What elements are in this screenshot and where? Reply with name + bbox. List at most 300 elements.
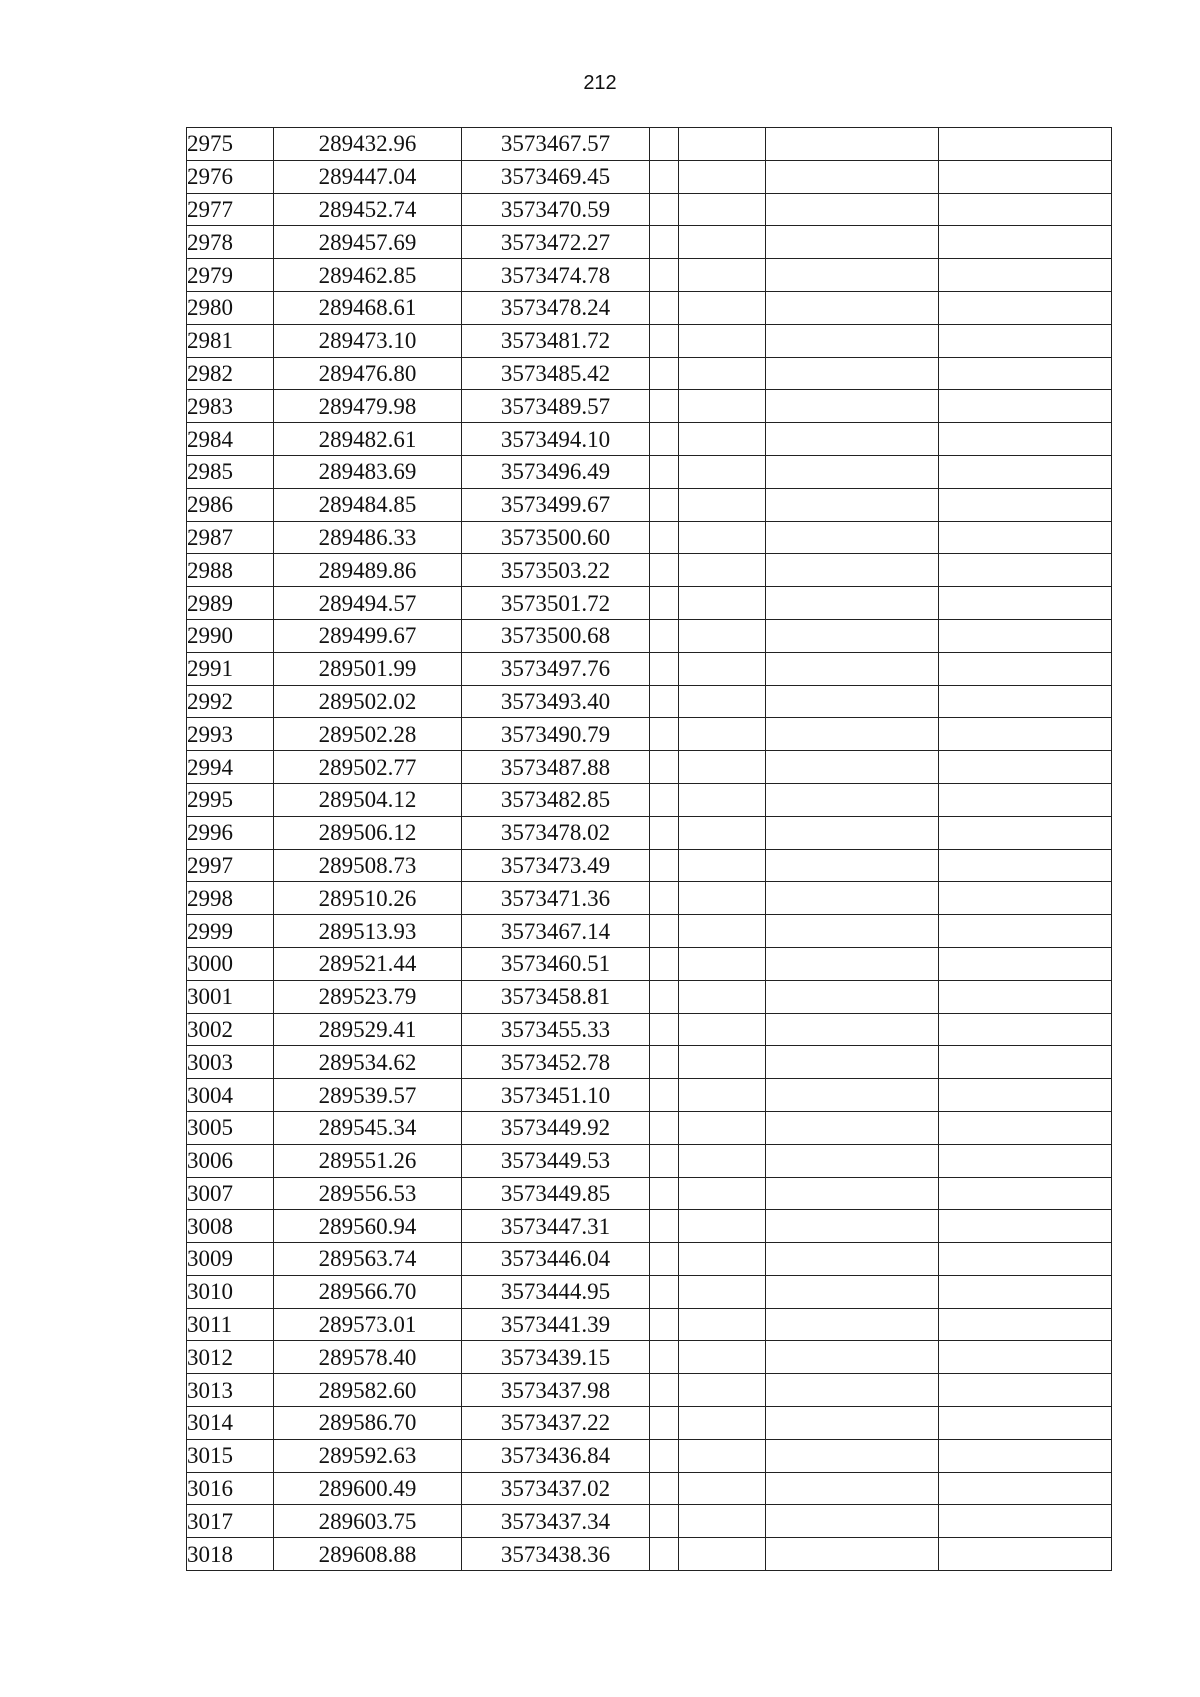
x-coordinate-cell: 289513.93 <box>274 915 462 948</box>
empty-cell <box>650 882 679 915</box>
empty-cell <box>679 357 766 390</box>
y-coordinate-cell: 3573494.10 <box>462 423 650 456</box>
empty-cell <box>766 226 939 259</box>
x-coordinate-cell: 289563.74 <box>274 1243 462 1276</box>
empty-cell <box>650 718 679 751</box>
table-row <box>187 1374 1112 1407</box>
point-id-cell: 3003 <box>187 1046 274 1079</box>
empty-cell <box>766 947 939 980</box>
empty-cell <box>939 1210 1112 1243</box>
table-row <box>187 1111 1112 1144</box>
empty-cell <box>939 783 1112 816</box>
x-coordinate-cell: 289578.40 <box>274 1341 462 1374</box>
empty-cell <box>766 1505 939 1538</box>
empty-cell <box>650 1439 679 1472</box>
y-coordinate-cell: 3573437.98 <box>462 1374 650 1407</box>
empty-cell <box>679 947 766 980</box>
point-id-cell: 3009 <box>187 1243 274 1276</box>
y-coordinate-cell: 3573490.79 <box>462 718 650 751</box>
y-coordinate-cell: 3573478.02 <box>462 816 650 849</box>
empty-cell <box>679 1111 766 1144</box>
empty-cell <box>650 947 679 980</box>
x-coordinate-cell: 289468.61 <box>274 291 462 324</box>
x-coordinate-cell: 289506.12 <box>274 816 462 849</box>
empty-cell <box>939 226 1112 259</box>
table-row <box>187 1046 1112 1079</box>
empty-cell <box>939 390 1112 423</box>
x-coordinate-cell: 289529.41 <box>274 1013 462 1046</box>
empty-cell <box>650 751 679 784</box>
empty-cell <box>766 128 939 161</box>
empty-cell <box>679 291 766 324</box>
empty-cell <box>939 718 1112 751</box>
y-coordinate-cell: 3573478.24 <box>462 291 650 324</box>
empty-cell <box>939 423 1112 456</box>
x-coordinate-cell: 289508.73 <box>274 849 462 882</box>
point-id-cell: 2987 <box>187 521 274 554</box>
point-id-cell: 3002 <box>187 1013 274 1046</box>
point-id-cell: 2994 <box>187 751 274 784</box>
point-id-cell: 3005 <box>187 1111 274 1144</box>
empty-cell <box>650 619 679 652</box>
empty-cell <box>650 1308 679 1341</box>
point-id-cell: 3007 <box>187 1177 274 1210</box>
empty-cell <box>679 1013 766 1046</box>
y-coordinate-cell: 3573472.27 <box>462 226 650 259</box>
point-id-cell: 2986 <box>187 488 274 521</box>
empty-cell <box>650 980 679 1013</box>
empty-cell <box>679 783 766 816</box>
y-coordinate-cell: 3573467.14 <box>462 915 650 948</box>
empty-cell <box>679 521 766 554</box>
empty-cell <box>650 259 679 292</box>
x-coordinate-cell: 289452.74 <box>274 193 462 226</box>
empty-cell <box>939 554 1112 587</box>
table-row <box>187 783 1112 816</box>
empty-cell <box>766 685 939 718</box>
table-row <box>187 357 1112 390</box>
empty-cell <box>766 882 939 915</box>
x-coordinate-cell: 289523.79 <box>274 980 462 1013</box>
empty-cell <box>939 652 1112 685</box>
coordinates-table <box>186 127 1112 1571</box>
y-coordinate-cell: 3573460.51 <box>462 947 650 980</box>
y-coordinate-cell: 3573474.78 <box>462 259 650 292</box>
x-coordinate-cell: 289501.99 <box>274 652 462 685</box>
empty-cell <box>679 1439 766 1472</box>
table-row <box>187 587 1112 620</box>
empty-cell <box>650 1472 679 1505</box>
point-id-cell: 2984 <box>187 423 274 456</box>
point-id-cell: 2997 <box>187 849 274 882</box>
empty-cell <box>766 1538 939 1571</box>
empty-cell <box>650 521 679 554</box>
point-id-cell: 2983 <box>187 390 274 423</box>
empty-cell <box>650 849 679 882</box>
y-coordinate-cell: 3573452.78 <box>462 1046 650 1079</box>
table-row <box>187 882 1112 915</box>
x-coordinate-cell: 289502.28 <box>274 718 462 751</box>
empty-cell <box>939 324 1112 357</box>
empty-cell <box>939 259 1112 292</box>
point-id-cell: 2998 <box>187 882 274 915</box>
y-coordinate-cell: 3573449.53 <box>462 1144 650 1177</box>
empty-cell <box>650 390 679 423</box>
y-coordinate-cell: 3573437.02 <box>462 1472 650 1505</box>
table-row <box>187 652 1112 685</box>
table-row <box>187 1013 1112 1046</box>
table-row <box>187 1472 1112 1505</box>
empty-cell <box>650 357 679 390</box>
empty-cell <box>766 783 939 816</box>
empty-cell <box>679 1505 766 1538</box>
empty-cell <box>679 1275 766 1308</box>
empty-cell <box>939 128 1112 161</box>
point-id-cell: 2979 <box>187 259 274 292</box>
x-coordinate-cell: 289462.85 <box>274 259 462 292</box>
empty-cell <box>939 1407 1112 1440</box>
y-coordinate-cell: 3573437.22 <box>462 1407 650 1440</box>
point-id-cell: 3010 <box>187 1275 274 1308</box>
point-id-cell: 3006 <box>187 1144 274 1177</box>
empty-cell <box>650 1505 679 1538</box>
empty-cell <box>679 1046 766 1079</box>
x-coordinate-cell: 289499.67 <box>274 619 462 652</box>
empty-cell <box>939 619 1112 652</box>
point-id-cell: 2990 <box>187 619 274 652</box>
empty-cell <box>939 291 1112 324</box>
empty-cell <box>766 423 939 456</box>
y-coordinate-cell: 3573446.04 <box>462 1243 650 1276</box>
y-coordinate-cell: 3573441.39 <box>462 1308 650 1341</box>
y-coordinate-cell: 3573473.49 <box>462 849 650 882</box>
empty-cell <box>766 1407 939 1440</box>
empty-cell <box>939 488 1112 521</box>
y-coordinate-cell: 3573482.85 <box>462 783 650 816</box>
table-row <box>187 259 1112 292</box>
empty-cell <box>939 1111 1112 1144</box>
point-id-cell: 2996 <box>187 816 274 849</box>
empty-cell <box>650 554 679 587</box>
table-row <box>187 980 1112 1013</box>
empty-cell <box>766 652 939 685</box>
empty-cell <box>650 226 679 259</box>
table-row <box>187 554 1112 587</box>
empty-cell <box>766 1472 939 1505</box>
empty-cell <box>766 1079 939 1112</box>
y-coordinate-cell: 3573500.60 <box>462 521 650 554</box>
empty-cell <box>650 324 679 357</box>
table-row <box>187 324 1112 357</box>
empty-cell <box>679 1308 766 1341</box>
table-row <box>187 1505 1112 1538</box>
empty-cell <box>939 521 1112 554</box>
x-coordinate-cell: 289504.12 <box>274 783 462 816</box>
empty-cell <box>939 1046 1112 1079</box>
table-row <box>187 1341 1112 1374</box>
point-id-cell: 2985 <box>187 455 274 488</box>
table-row <box>187 521 1112 554</box>
y-coordinate-cell: 3573493.40 <box>462 685 650 718</box>
empty-cell <box>939 685 1112 718</box>
x-coordinate-cell: 289476.80 <box>274 357 462 390</box>
y-coordinate-cell: 3573455.33 <box>462 1013 650 1046</box>
empty-cell <box>679 1472 766 1505</box>
y-coordinate-cell: 3573447.31 <box>462 1210 650 1243</box>
empty-cell <box>679 652 766 685</box>
empty-cell <box>650 291 679 324</box>
y-coordinate-cell: 3573499.67 <box>462 488 650 521</box>
empty-cell <box>679 816 766 849</box>
point-id-cell: 3012 <box>187 1341 274 1374</box>
empty-cell <box>939 1538 1112 1571</box>
x-coordinate-cell: 289534.62 <box>274 1046 462 1079</box>
table-row <box>187 160 1112 193</box>
empty-cell <box>679 915 766 948</box>
table-row <box>187 1079 1112 1112</box>
empty-cell <box>766 915 939 948</box>
y-coordinate-cell: 3573485.42 <box>462 357 650 390</box>
y-coordinate-cell: 3573469.45 <box>462 160 650 193</box>
table-row <box>187 128 1112 161</box>
table-row <box>187 1243 1112 1276</box>
table-row <box>187 291 1112 324</box>
empty-cell <box>650 1013 679 1046</box>
x-coordinate-cell: 289603.75 <box>274 1505 462 1538</box>
empty-cell <box>650 1079 679 1112</box>
table-row <box>187 947 1112 980</box>
empty-cell <box>766 488 939 521</box>
empty-cell <box>766 390 939 423</box>
empty-cell <box>679 324 766 357</box>
empty-cell <box>766 1275 939 1308</box>
table-row <box>187 849 1112 882</box>
empty-cell <box>679 1407 766 1440</box>
point-id-cell: 2977 <box>187 193 274 226</box>
empty-cell <box>766 357 939 390</box>
point-id-cell: 2981 <box>187 324 274 357</box>
table-row <box>187 488 1112 521</box>
empty-cell <box>939 882 1112 915</box>
empty-cell <box>679 226 766 259</box>
empty-cell <box>766 619 939 652</box>
empty-cell <box>650 1144 679 1177</box>
empty-cell <box>766 1144 939 1177</box>
empty-cell <box>766 1111 939 1144</box>
empty-cell <box>679 685 766 718</box>
table-row <box>187 718 1112 751</box>
y-coordinate-cell: 3573458.81 <box>462 980 650 1013</box>
table-row <box>187 423 1112 456</box>
table-row <box>187 1308 1112 1341</box>
empty-cell <box>679 128 766 161</box>
x-coordinate-cell: 289489.86 <box>274 554 462 587</box>
table-row <box>187 455 1112 488</box>
empty-cell <box>650 455 679 488</box>
x-coordinate-cell: 289457.69 <box>274 226 462 259</box>
empty-cell <box>679 1210 766 1243</box>
point-id-cell: 3000 <box>187 947 274 980</box>
empty-cell <box>939 1374 1112 1407</box>
point-id-cell: 3018 <box>187 1538 274 1571</box>
empty-cell <box>766 291 939 324</box>
point-id-cell: 2988 <box>187 554 274 587</box>
empty-cell <box>939 1013 1112 1046</box>
y-coordinate-cell: 3573470.59 <box>462 193 650 226</box>
empty-cell <box>766 751 939 784</box>
empty-cell <box>766 521 939 554</box>
empty-cell <box>650 1341 679 1374</box>
empty-cell <box>679 554 766 587</box>
empty-cell <box>939 1341 1112 1374</box>
y-coordinate-cell: 3573500.68 <box>462 619 650 652</box>
x-coordinate-cell: 289432.96 <box>274 128 462 161</box>
empty-cell <box>766 1013 939 1046</box>
empty-cell <box>939 160 1112 193</box>
table-row <box>187 1144 1112 1177</box>
empty-cell <box>939 587 1112 620</box>
point-id-cell: 2991 <box>187 652 274 685</box>
empty-cell <box>766 1210 939 1243</box>
x-coordinate-cell: 289502.02 <box>274 685 462 718</box>
x-coordinate-cell: 289600.49 <box>274 1472 462 1505</box>
empty-cell <box>679 751 766 784</box>
point-id-cell: 2975 <box>187 128 274 161</box>
empty-cell <box>679 488 766 521</box>
point-id-cell: 3017 <box>187 1505 274 1538</box>
y-coordinate-cell: 3573489.57 <box>462 390 650 423</box>
point-id-cell: 3011 <box>187 1308 274 1341</box>
x-coordinate-cell: 289486.33 <box>274 521 462 554</box>
empty-cell <box>679 1177 766 1210</box>
point-id-cell: 3014 <box>187 1407 274 1440</box>
x-coordinate-cell: 289473.10 <box>274 324 462 357</box>
point-id-cell: 3008 <box>187 1210 274 1243</box>
empty-cell <box>939 455 1112 488</box>
y-coordinate-cell: 3573438.36 <box>462 1538 650 1571</box>
empty-cell <box>679 718 766 751</box>
page-number: 212 <box>583 72 617 94</box>
empty-cell <box>679 882 766 915</box>
empty-cell <box>650 587 679 620</box>
x-coordinate-cell: 289494.57 <box>274 587 462 620</box>
empty-cell <box>939 1177 1112 1210</box>
x-coordinate-cell: 289521.44 <box>274 947 462 980</box>
point-id-cell: 3015 <box>187 1439 274 1472</box>
empty-cell <box>766 259 939 292</box>
empty-cell <box>650 1046 679 1079</box>
point-id-cell: 2989 <box>187 587 274 620</box>
y-coordinate-cell: 3573449.85 <box>462 1177 650 1210</box>
empty-cell <box>766 193 939 226</box>
empty-cell <box>766 160 939 193</box>
empty-cell <box>939 1275 1112 1308</box>
x-coordinate-cell: 289556.53 <box>274 1177 462 1210</box>
empty-cell <box>650 652 679 685</box>
y-coordinate-cell: 3573501.72 <box>462 587 650 620</box>
empty-cell <box>650 193 679 226</box>
y-coordinate-cell: 3573451.10 <box>462 1079 650 1112</box>
empty-cell <box>650 1538 679 1571</box>
point-id-cell: 2980 <box>187 291 274 324</box>
table-row <box>187 915 1112 948</box>
y-coordinate-cell: 3573497.76 <box>462 652 650 685</box>
empty-cell <box>939 1439 1112 1472</box>
empty-cell <box>939 1243 1112 1276</box>
empty-cell <box>679 980 766 1013</box>
x-coordinate-cell: 289510.26 <box>274 882 462 915</box>
y-coordinate-cell: 3573481.72 <box>462 324 650 357</box>
empty-cell <box>650 128 679 161</box>
empty-cell <box>766 1341 939 1374</box>
y-coordinate-cell: 3573503.22 <box>462 554 650 587</box>
empty-cell <box>766 1243 939 1276</box>
x-coordinate-cell: 289592.63 <box>274 1439 462 1472</box>
x-coordinate-cell: 289482.61 <box>274 423 462 456</box>
empty-cell <box>679 423 766 456</box>
y-coordinate-cell: 3573496.49 <box>462 455 650 488</box>
empty-cell <box>939 1079 1112 1112</box>
y-coordinate-cell: 3573439.15 <box>462 1341 650 1374</box>
point-id-cell: 2993 <box>187 718 274 751</box>
empty-cell <box>766 1177 939 1210</box>
point-id-cell: 2992 <box>187 685 274 718</box>
empty-cell <box>766 1374 939 1407</box>
table-row <box>187 1210 1112 1243</box>
empty-cell <box>766 1308 939 1341</box>
empty-cell <box>939 1472 1112 1505</box>
empty-cell <box>650 423 679 456</box>
point-id-cell: 2982 <box>187 357 274 390</box>
x-coordinate-cell: 289539.57 <box>274 1079 462 1112</box>
point-id-cell: 3001 <box>187 980 274 1013</box>
empty-cell <box>650 1210 679 1243</box>
empty-cell <box>679 1243 766 1276</box>
empty-cell <box>679 1144 766 1177</box>
x-coordinate-cell: 289484.85 <box>274 488 462 521</box>
empty-cell <box>766 849 939 882</box>
table-row <box>187 1407 1112 1440</box>
point-id-cell: 3016 <box>187 1472 274 1505</box>
x-coordinate-cell: 289479.98 <box>274 390 462 423</box>
empty-cell <box>939 1505 1112 1538</box>
x-coordinate-cell: 289573.01 <box>274 1308 462 1341</box>
empty-cell <box>939 980 1112 1013</box>
empty-cell <box>679 1538 766 1571</box>
empty-cell <box>679 193 766 226</box>
empty-cell <box>939 1144 1112 1177</box>
table-row <box>187 390 1112 423</box>
table-row <box>187 1538 1112 1571</box>
y-coordinate-cell: 3573471.36 <box>462 882 650 915</box>
empty-cell <box>650 1374 679 1407</box>
empty-cell <box>650 1243 679 1276</box>
point-id-cell: 3004 <box>187 1079 274 1112</box>
table-row <box>187 1275 1112 1308</box>
empty-cell <box>650 1275 679 1308</box>
empty-cell <box>679 259 766 292</box>
table-row <box>187 816 1112 849</box>
empty-cell <box>939 193 1112 226</box>
empty-cell <box>766 816 939 849</box>
empty-cell <box>650 160 679 193</box>
empty-cell <box>939 849 1112 882</box>
empty-cell <box>939 357 1112 390</box>
x-coordinate-cell: 289566.70 <box>274 1275 462 1308</box>
empty-cell <box>939 1308 1112 1341</box>
coordinates-table-body <box>187 128 1112 1571</box>
empty-cell <box>679 390 766 423</box>
